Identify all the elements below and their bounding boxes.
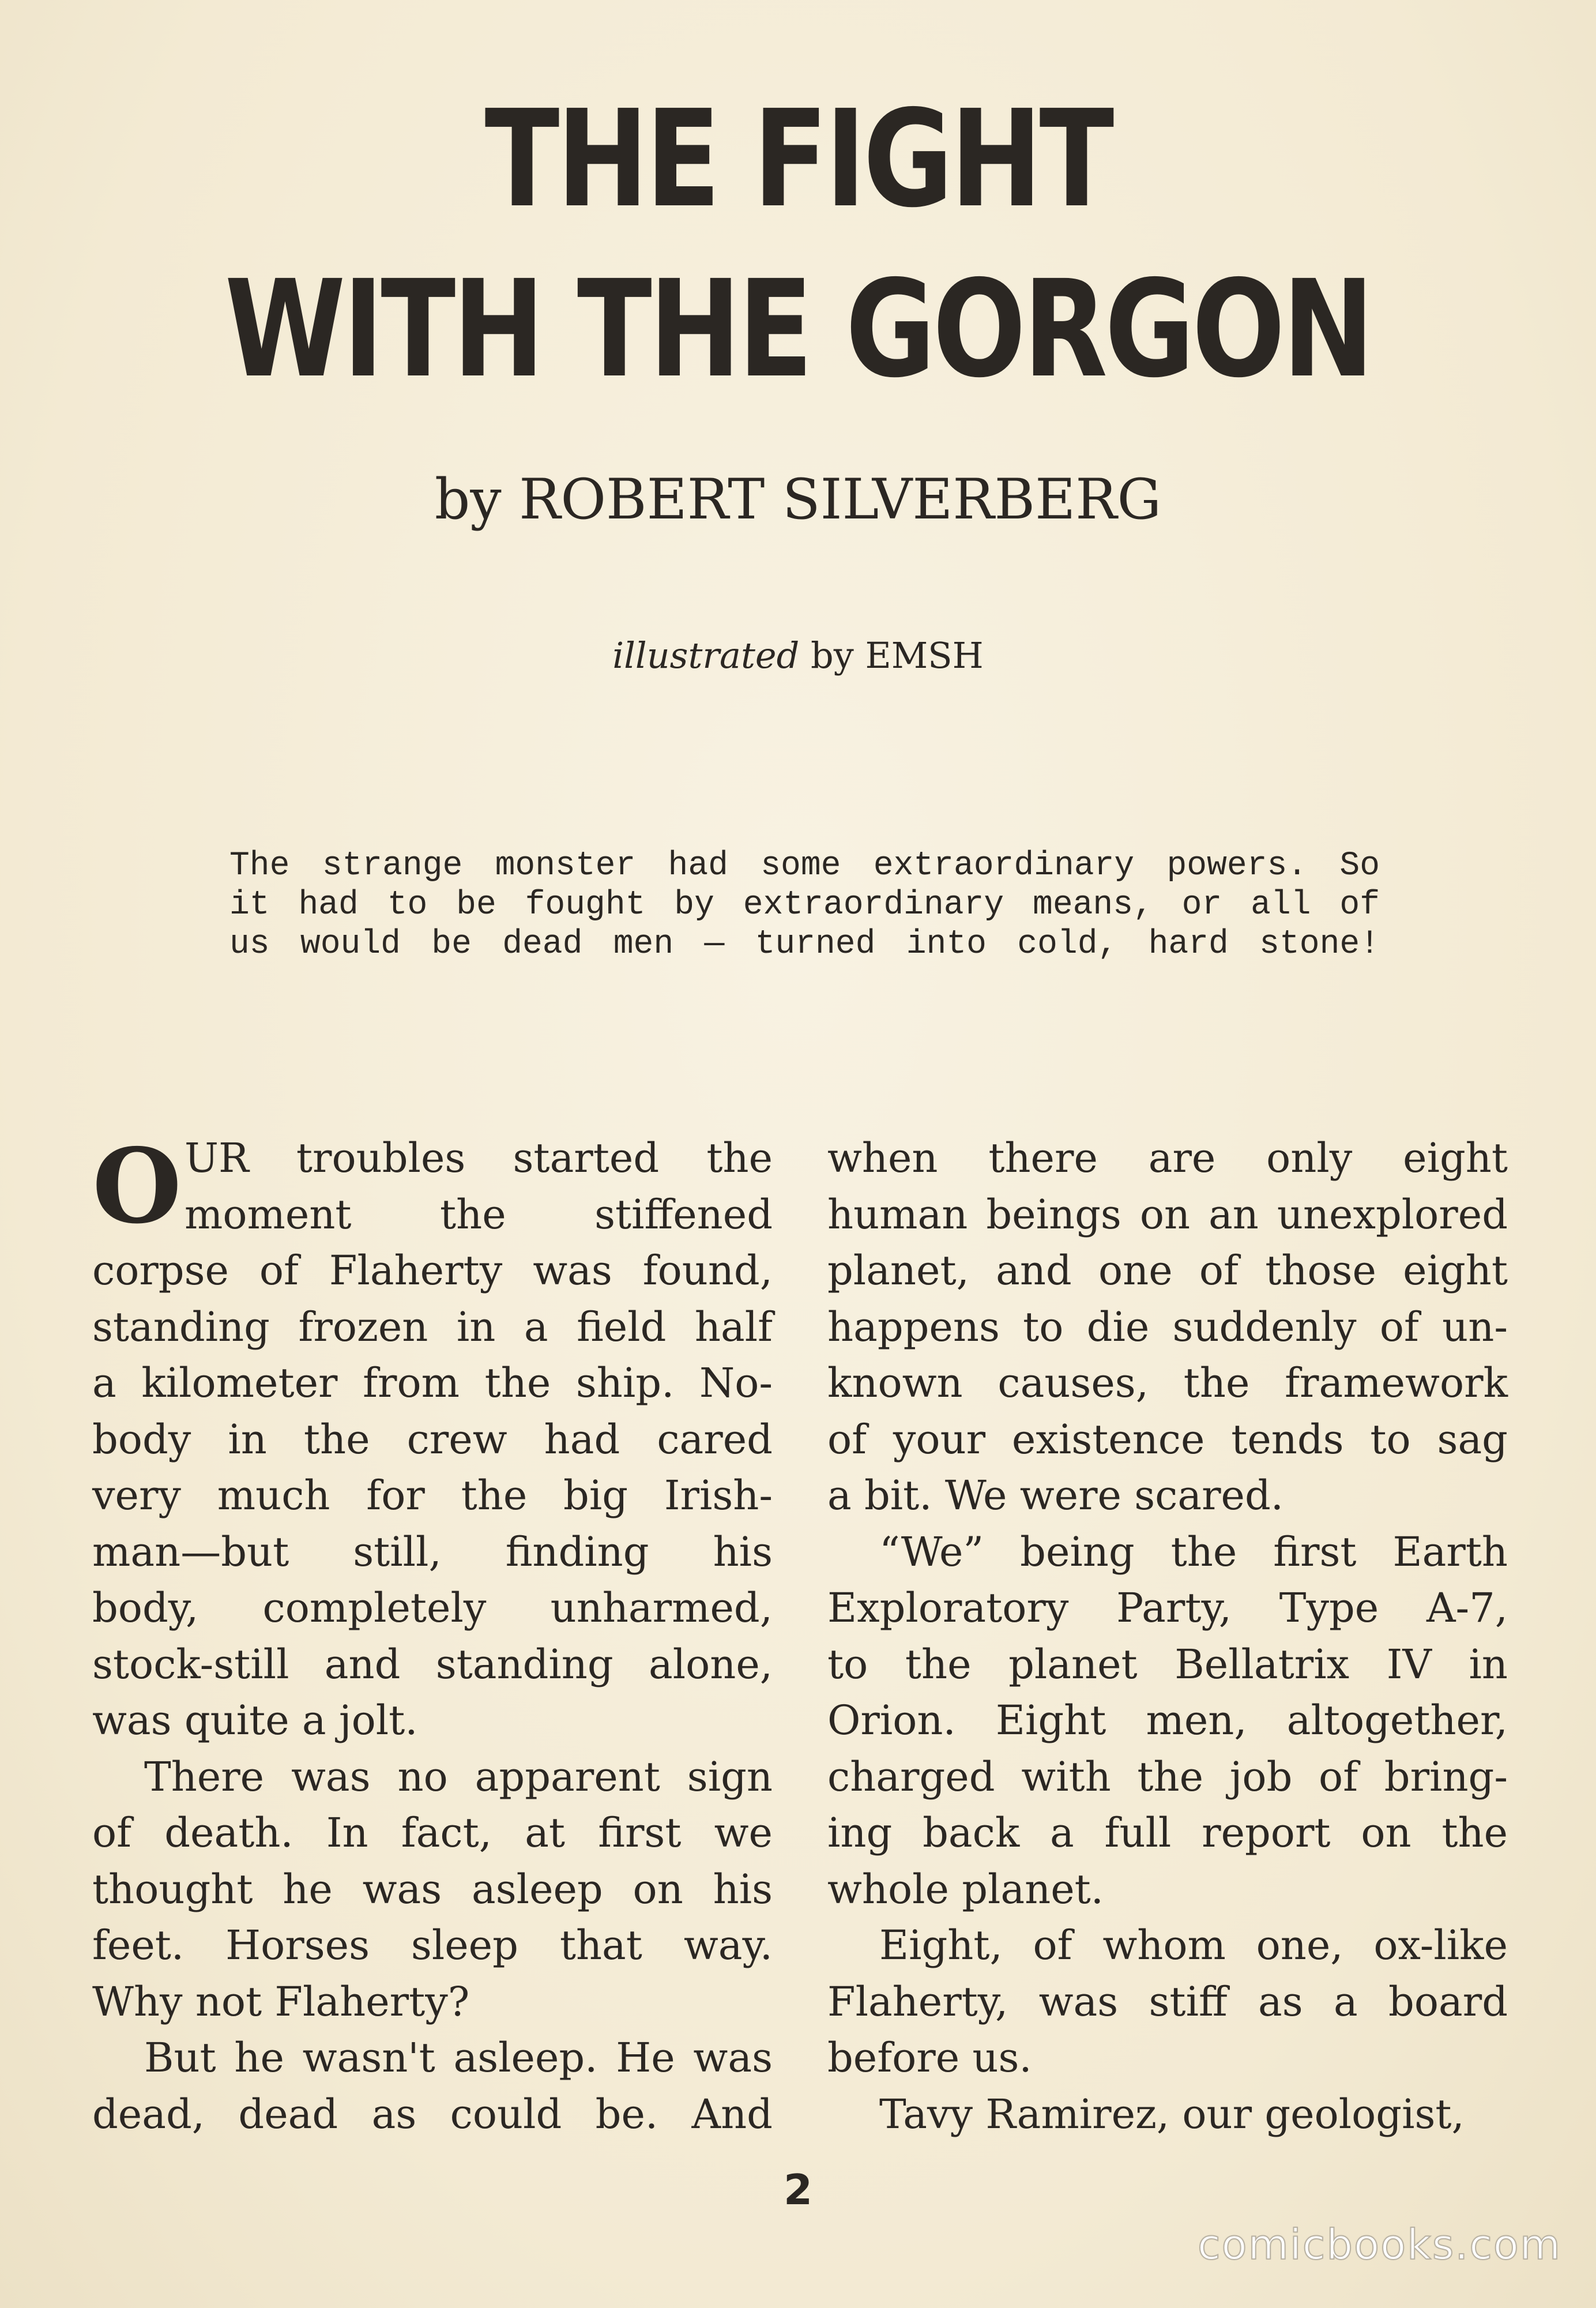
blurb-line: The strange monster had some extraordinary powers. So bbox=[229, 847, 1380, 885]
blurb-line: it had to be fought by extraordinary means, or all of bbox=[229, 886, 1380, 924]
title-line-2: WITH THE GORGON bbox=[224, 251, 1372, 407]
text-line: There was no apparent sign bbox=[144, 1753, 773, 1800]
text-line: happens to die suddenly of un- bbox=[827, 1303, 1508, 1351]
text-line: Orion. Eight men, altogether, bbox=[827, 1697, 1508, 1744]
text-line: standing frozen in a field half bbox=[92, 1303, 773, 1351]
illustrated-label: illustrated bbox=[612, 634, 800, 676]
text-line: dead, dead as could be. And bbox=[92, 2090, 773, 2138]
text-line: Exploratory Party, Type A-7, bbox=[827, 1584, 1508, 1632]
text-line: to the planet Bellatrix IV in bbox=[827, 1640, 1508, 1688]
text-line: thought he was asleep on his bbox=[92, 1865, 773, 1913]
text-line: human beings on an unexplored bbox=[827, 1190, 1508, 1238]
left-column bbox=[92, 1126, 773, 2142]
text-line: feet. Horses sleep that way. bbox=[92, 1922, 773, 1969]
text-line: of your existence tends to sag bbox=[827, 1415, 1508, 1463]
text-line: Tavy Ramirez, our geologist, bbox=[879, 2090, 1465, 2138]
illustrator-credit bbox=[0, 634, 1596, 676]
text-line: ing back a full report on the bbox=[827, 1809, 1508, 1856]
text-line: a bit. We were scared. bbox=[827, 1472, 1284, 1519]
text-line: stock-still and standing alone, bbox=[92, 1640, 773, 1688]
text-line: Why not Flaherty? bbox=[92, 1978, 470, 2025]
text-line: very much for the big Irish- bbox=[92, 1472, 773, 1519]
text-line: Flaherty, was stiff as a board bbox=[827, 1978, 1508, 2025]
text-line: before us. bbox=[827, 2034, 1032, 2081]
text-line: But he wasn't asleep. He was bbox=[144, 2034, 773, 2081]
text-line: when there are only eight bbox=[827, 1134, 1508, 1182]
text-line: UR troubles started the bbox=[185, 1134, 773, 1182]
text-line: a kilometer from the ship. No- bbox=[92, 1359, 773, 1407]
blurb-line: us would be dead men — turned into cold, hard stone! bbox=[229, 926, 1380, 963]
page-number: 2 bbox=[783, 2166, 813, 2214]
text-line: Eight, of whom one, ox-like bbox=[879, 1922, 1508, 1969]
right-column bbox=[827, 1130, 1508, 2142]
illustrator-name: by EMSH bbox=[811, 634, 984, 676]
text-line: “We” being the first Earth bbox=[879, 1528, 1508, 1576]
text-line: was quite a jolt. bbox=[92, 1697, 418, 1744]
blurb bbox=[229, 847, 1380, 964]
text-line: charged with the job of bring- bbox=[827, 1753, 1508, 1800]
text-line: planet, and one of those eight bbox=[827, 1247, 1508, 1294]
text-line: man—but still, finding his bbox=[92, 1528, 773, 1576]
text-line: of death. In fact, at first we bbox=[92, 1809, 773, 1856]
drop-cap: O bbox=[92, 1126, 182, 1246]
watermark: comicbooks.com bbox=[1197, 2220, 1561, 2269]
title-line-1: THE FIGHT bbox=[484, 81, 1112, 237]
byline: by ROBERT SILVERBERG bbox=[434, 467, 1162, 532]
text-line: corpse of Flaherty was found, bbox=[92, 1247, 773, 1294]
text-line: whole planet. bbox=[827, 1865, 1104, 1913]
text-line: known causes, the framework bbox=[827, 1359, 1508, 1407]
text-line: body, completely unharmed, bbox=[92, 1584, 773, 1632]
text-line: moment the stiffened bbox=[185, 1190, 773, 1238]
text-line: body in the crew had cared bbox=[92, 1415, 773, 1463]
